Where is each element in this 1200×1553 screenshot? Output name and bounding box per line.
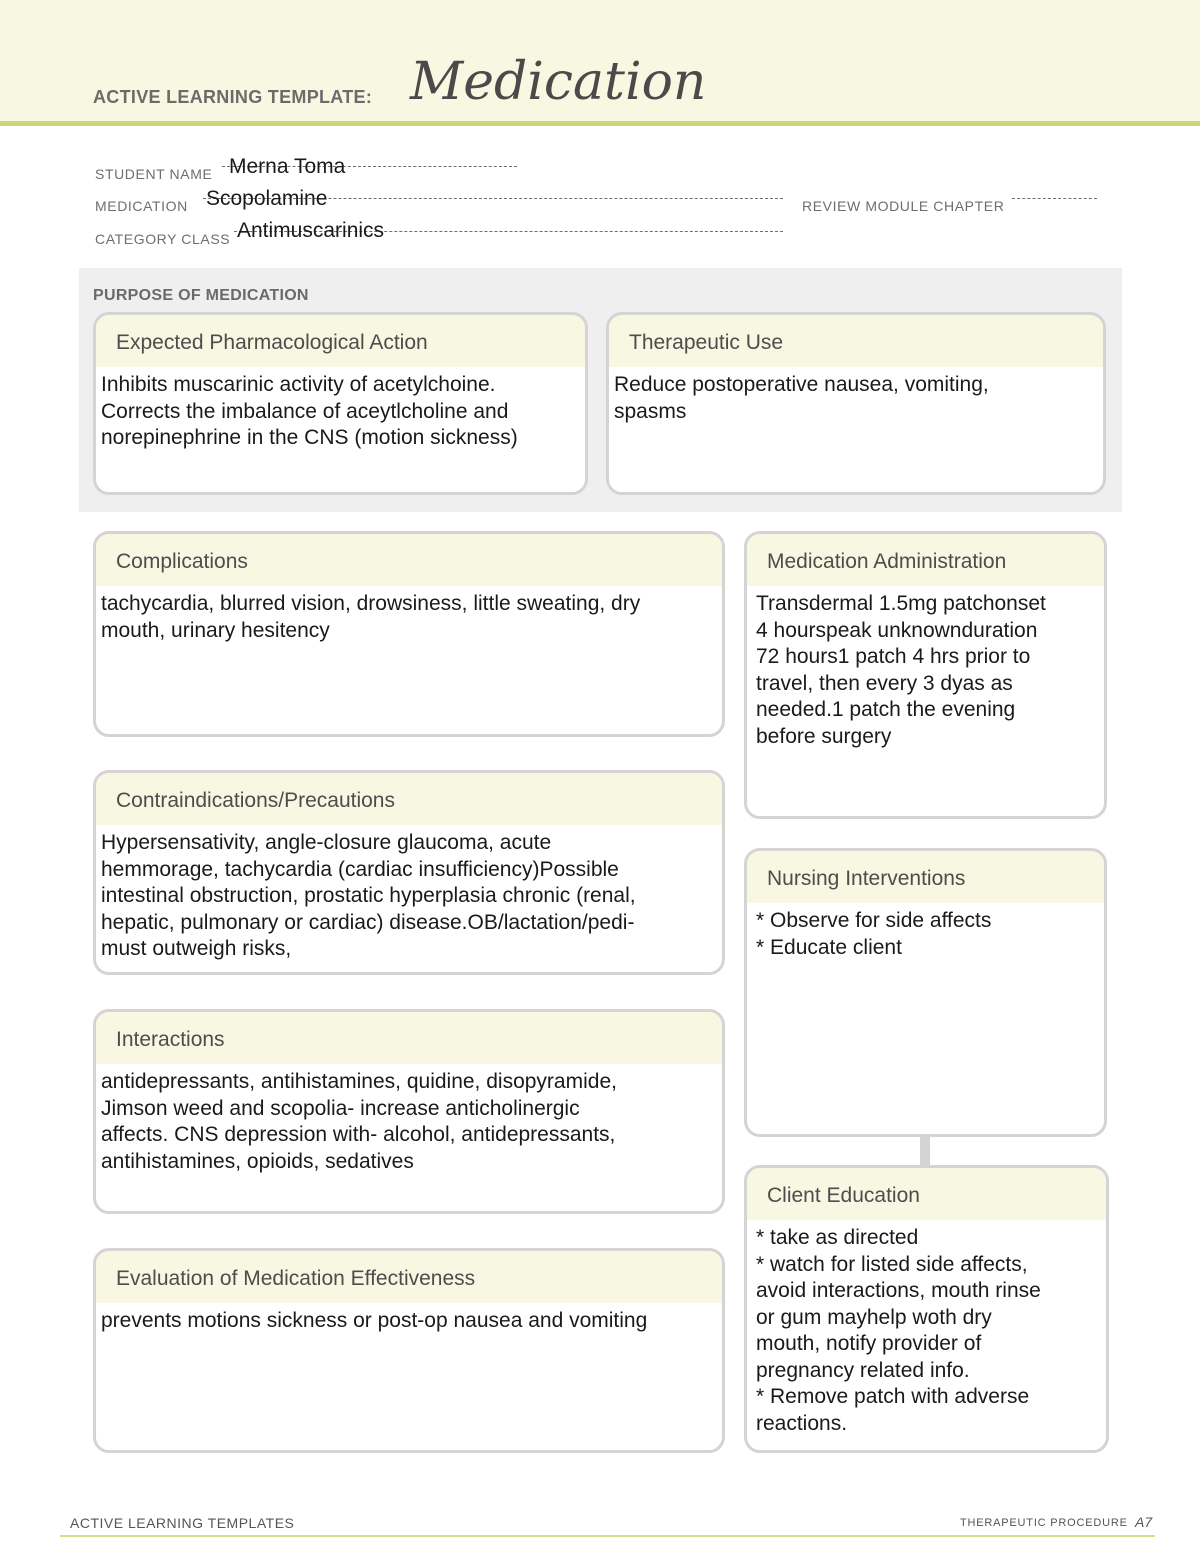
column-connector: [920, 1135, 930, 1165]
category-class-field[interactable]: Antimuscarinics: [237, 219, 385, 242]
evaluation-text[interactable]: prevents motions sickness or post-op nausea and vomiting: [101, 1309, 648, 1332]
nursing-interventions-heading: Nursing Interventions: [747, 851, 1104, 903]
medication-label: MEDICATION: [95, 198, 188, 214]
footer-right: THERAPEUTIC PROCEDURE: [960, 1517, 1128, 1529]
expected-action-text[interactable]: Inhibits muscarinic activity of acetylchoine. Corrects the imbalance of aceytlcholine and norepinephrine in the CNS (motion sickness): [101, 373, 518, 449]
client-education-heading: Client Education: [747, 1168, 1106, 1220]
medication-administration-box: [744, 531, 1107, 819]
expected-action-heading: Expected Pharmacological Action: [96, 315, 585, 367]
purpose-title: PURPOSE OF MEDICATION: [93, 287, 309, 304]
interactions-heading: Interactions: [96, 1012, 722, 1064]
footer-page-number: A7: [1135, 1514, 1153, 1530]
client-education-text[interactable]: * take as directed * watch for listed side affects, avoid interactions, mouth rinse or gum mayhelp woth dry mouth, notify provider of pregnancy related info. * Remove patch with adverse reactions.: [756, 1226, 1041, 1435]
contraindications-text[interactable]: Hypersensativity, angle-closure glaucoma, acute hemmorage, tachycardia (cardiac insufficiency)Possible intestinal obstruction, prostatic hyperplasia chronic (renal, hepatic, pulmonary or cardiac) disease.OB/lactation/pedi- must outweigh risks,: [101, 831, 636, 960]
complications-heading: Complications: [96, 534, 722, 586]
complications-text[interactable]: tachycardia, blurred vision, drowsiness, little sweating, dry mouth, urinary hesitency: [101, 592, 641, 642]
category-class-label: CATEGORY CLASS: [95, 231, 231, 247]
interactions-text[interactable]: antidepressants, antihistamines, quidine, disopyramide, Jimson weed and scopolia- increase anticholinergic affects. CNS depression with- alcohol, antidepressants, antihistamines, opioids, sedatives: [101, 1070, 617, 1173]
evaluation-heading: Evaluation of Medication Effectiveness: [96, 1251, 722, 1303]
evaluation-box: [93, 1248, 725, 1453]
nursing-interventions-box: [744, 848, 1107, 1137]
template-label: ACTIVE LEARNING TEMPLATE:: [93, 87, 373, 107]
contraindications-heading: Contraindications/Precautions: [96, 773, 722, 825]
expected-action-box: [93, 312, 588, 495]
footer-left: ACTIVE LEARNING TEMPLATES: [70, 1515, 295, 1531]
medication-administration-heading: Medication Administration: [747, 534, 1104, 586]
student-name-field[interactable]: Merna Toma: [229, 155, 346, 178]
interactions-box: [93, 1009, 725, 1214]
medication-field[interactable]: Scopolamine: [206, 187, 328, 210]
review-module-line: [1012, 198, 1097, 199]
student-name-label: STUDENT NAME: [95, 166, 213, 182]
therapeutic-use-text[interactable]: Reduce postoperative nausea, vomiting, spasms: [614, 373, 989, 423]
client-education-box: [744, 1165, 1109, 1453]
therapeutic-use-box: [606, 312, 1106, 495]
review-module-label: REVIEW MODULE CHAPTER: [802, 198, 1005, 214]
medication-administration-text[interactable]: Transdermal 1.5mg patchonset 4 hourspeak unknownduration 72 hours1 patch 4 hrs prior to travel, then every 3 dyas as needed.1 patch the evening before surgery: [756, 592, 1046, 748]
header-rule: [0, 121, 1200, 126]
complications-box: [93, 531, 725, 737]
footer-rule: [60, 1535, 1155, 1537]
page-title: Medication: [410, 52, 707, 112]
therapeutic-use-heading: Therapeutic Use: [609, 315, 1103, 367]
contraindications-box: [93, 770, 725, 975]
nursing-interventions-text[interactable]: * Observe for side affects * Educate client: [756, 909, 992, 959]
